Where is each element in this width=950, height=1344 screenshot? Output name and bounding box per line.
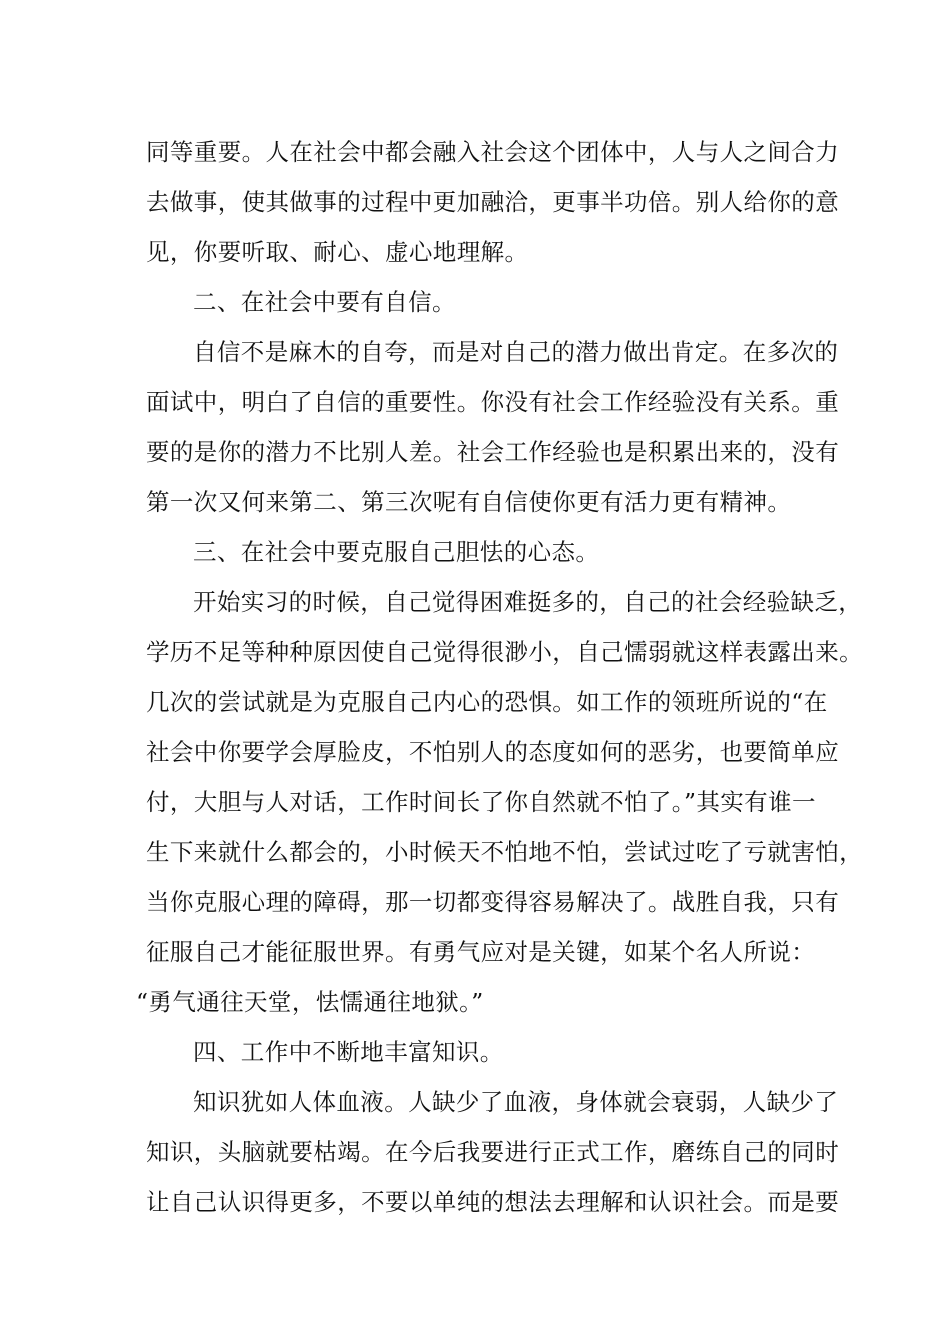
text-line-21: 知识，头脑就要枯竭。在今后我要进行正式工作，磨练自己的同时 [146, 1138, 840, 1166]
section-heading-4: 四、工作中不断地丰富知识。 [193, 1038, 504, 1066]
text-line-3: 见，你要听取、耐心、虚心地理解。 [146, 238, 529, 266]
quote-line: “勇气通往天堂，怯懦通往地狱。” [136, 988, 484, 1016]
text-line-12: 几次的尝试就是为克服自己内心的恐惧。如工作的领班所说的“在 [146, 688, 828, 716]
text-line-7: 要的是你的潜力不比别人差。社会工作经验也是积累出来的，没有 [146, 438, 840, 466]
text-line-1: 同等重要。人在社会中都会融入社会这个团体中，人与人之间合力 [146, 138, 840, 166]
text-line-5: 自信不是麻木的自夸，而是对自己的潜力做出肯定。在多次的 [193, 338, 839, 366]
text-line-20: 知识犹如人体血液。人缺少了血液，身体就会衰弱，人缺少了 [193, 1088, 839, 1116]
section-heading-2: 二、在社会中要有自信。 [193, 288, 456, 316]
text-line-6: 面试中，明白了自信的重要性。你没有社会工作经验没有关系。重 [146, 388, 840, 416]
text-line-2: 去做事，使其做事的过程中更加融洽，更事半功倍。别人给你的意 [146, 188, 840, 216]
text-line-13: 社会中你要学会厚脸皮，不怕别人的态度如何的恶劣，也要简单应 [146, 738, 840, 766]
text-line-14: 付，大胆与人对话，工作时间长了你自然就不怕了。”其实有谁一 [146, 788, 816, 816]
text-line-11: 学历不足等种种原因使自己觉得很渺小，自己懦弱就这样表露出来。 [146, 638, 863, 666]
text-line-10: 开始实习的时候，自己觉得困难挺多的，自己的社会经验缺乏， [193, 588, 863, 616]
section-heading-3: 三、在社会中要克服自己胆怯的心态。 [193, 538, 600, 566]
text-line-8: 第一次又何来第二、第三次呢有自信使你更有活力更有精神。 [146, 488, 792, 516]
text-line-17: 征服自己才能征服世界。有勇气应对是关键，如某个名人所说： [146, 938, 816, 966]
text-line-15: 生下来就什么都会的，小时候天不怕地不怕，尝试过吃了亏就害怕， [146, 838, 863, 866]
text-line-16: 当你克服心理的障碍，那一切都变得容易解决了。战胜自我，只有 [146, 888, 840, 916]
text-line-22: 让自己认识得更多，不要以单纯的想法去理解和认识社会。而是要 [146, 1188, 840, 1216]
